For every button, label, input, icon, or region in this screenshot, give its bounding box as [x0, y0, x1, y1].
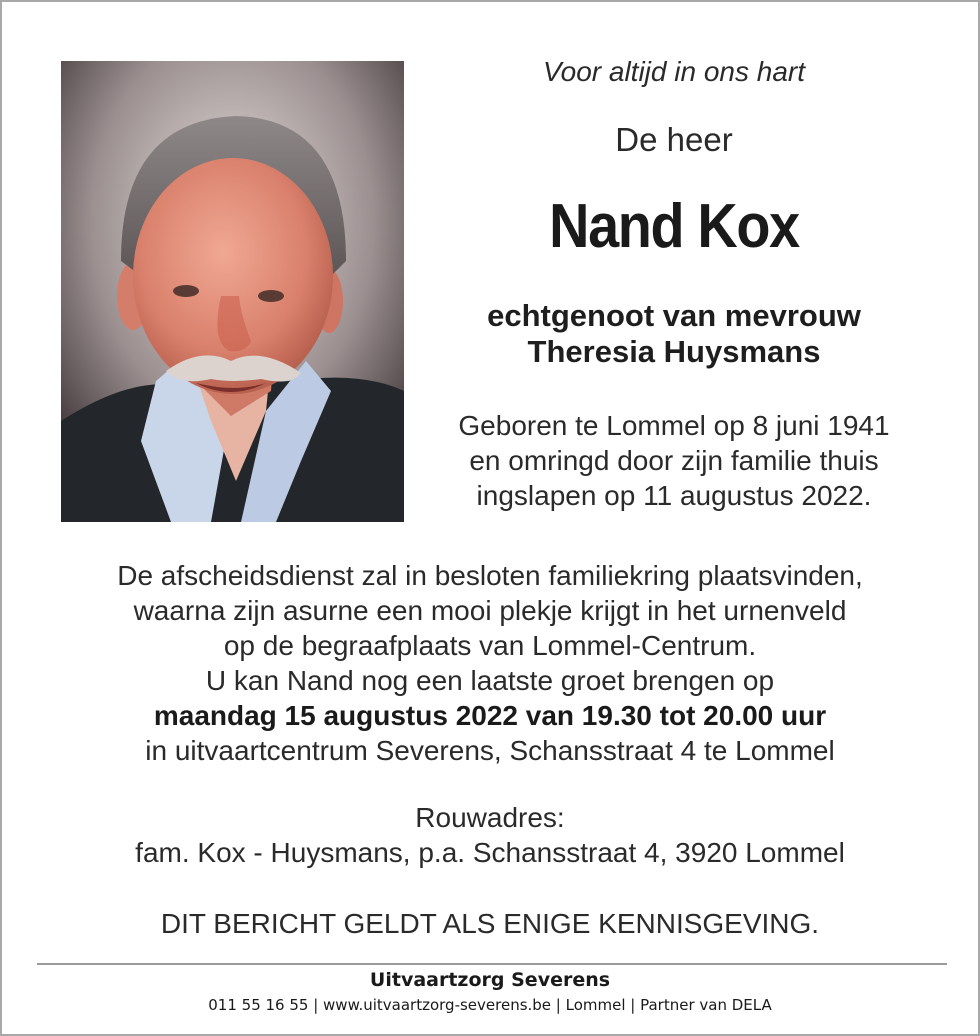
service-line: waarna zijn asurne een mooi plekje krijgt in het urnenveld — [133, 595, 847, 626]
company-contact: 011 55 16 55 | www.uitvaartzorg-severens.be | Lommel | Partner van DELA — [208, 996, 772, 1014]
spouse-name: Theresia Huysmans — [527, 334, 821, 369]
spacer — [2, 768, 978, 800]
service-line: U kan Nand nog een laatste groet brengen op — [205, 665, 775, 696]
name-prefix: De heer — [615, 121, 733, 158]
visit-place: in uitvaartcentrum Severens, Schansstraat 4 te Lommel — [145, 735, 835, 766]
spouse-line: echtgenoot van mevrouw — [487, 298, 861, 333]
service-line: op de begraafplaats van Lommel-Centrum. — [223, 630, 757, 661]
life-dates — [414, 408, 934, 513]
birth-line: Geboren te Lommel op 8 juni 1941 — [458, 410, 890, 441]
visit-time: maandag 15 augustus 2022 van 19.30 tot 20.00 uur — [153, 700, 827, 731]
service-block — [2, 558, 978, 941]
spacer — [2, 870, 978, 906]
company-name: Uitvaartzorg Severens — [369, 969, 611, 991]
deceased-name: Nand Kox — [549, 192, 799, 261]
address-label: Rouwadres: — [415, 802, 565, 833]
portrait-photo — [61, 61, 404, 522]
death-line: ingslapen op 11 augustus 2022. — [476, 480, 872, 511]
mourning-address: fam. Kox - Huysmans, p.a. Schansstraat 4, 3920 Lommel — [135, 837, 845, 868]
footer — [2, 966, 978, 1016]
spouse-block — [414, 298, 934, 370]
tagline: Voor altijd in ons hart — [543, 56, 805, 87]
footer-divider — [37, 963, 947, 965]
notice-line: DIT BERICHT GELDT ALS ENIGE KENNISGEVING. — [160, 908, 820, 939]
family-line: en omringd door zijn familie thuis — [469, 445, 879, 476]
header-block — [414, 54, 934, 513]
service-line: De afscheidsdienst zal in besloten familiekring plaatsvinden, — [117, 560, 863, 591]
